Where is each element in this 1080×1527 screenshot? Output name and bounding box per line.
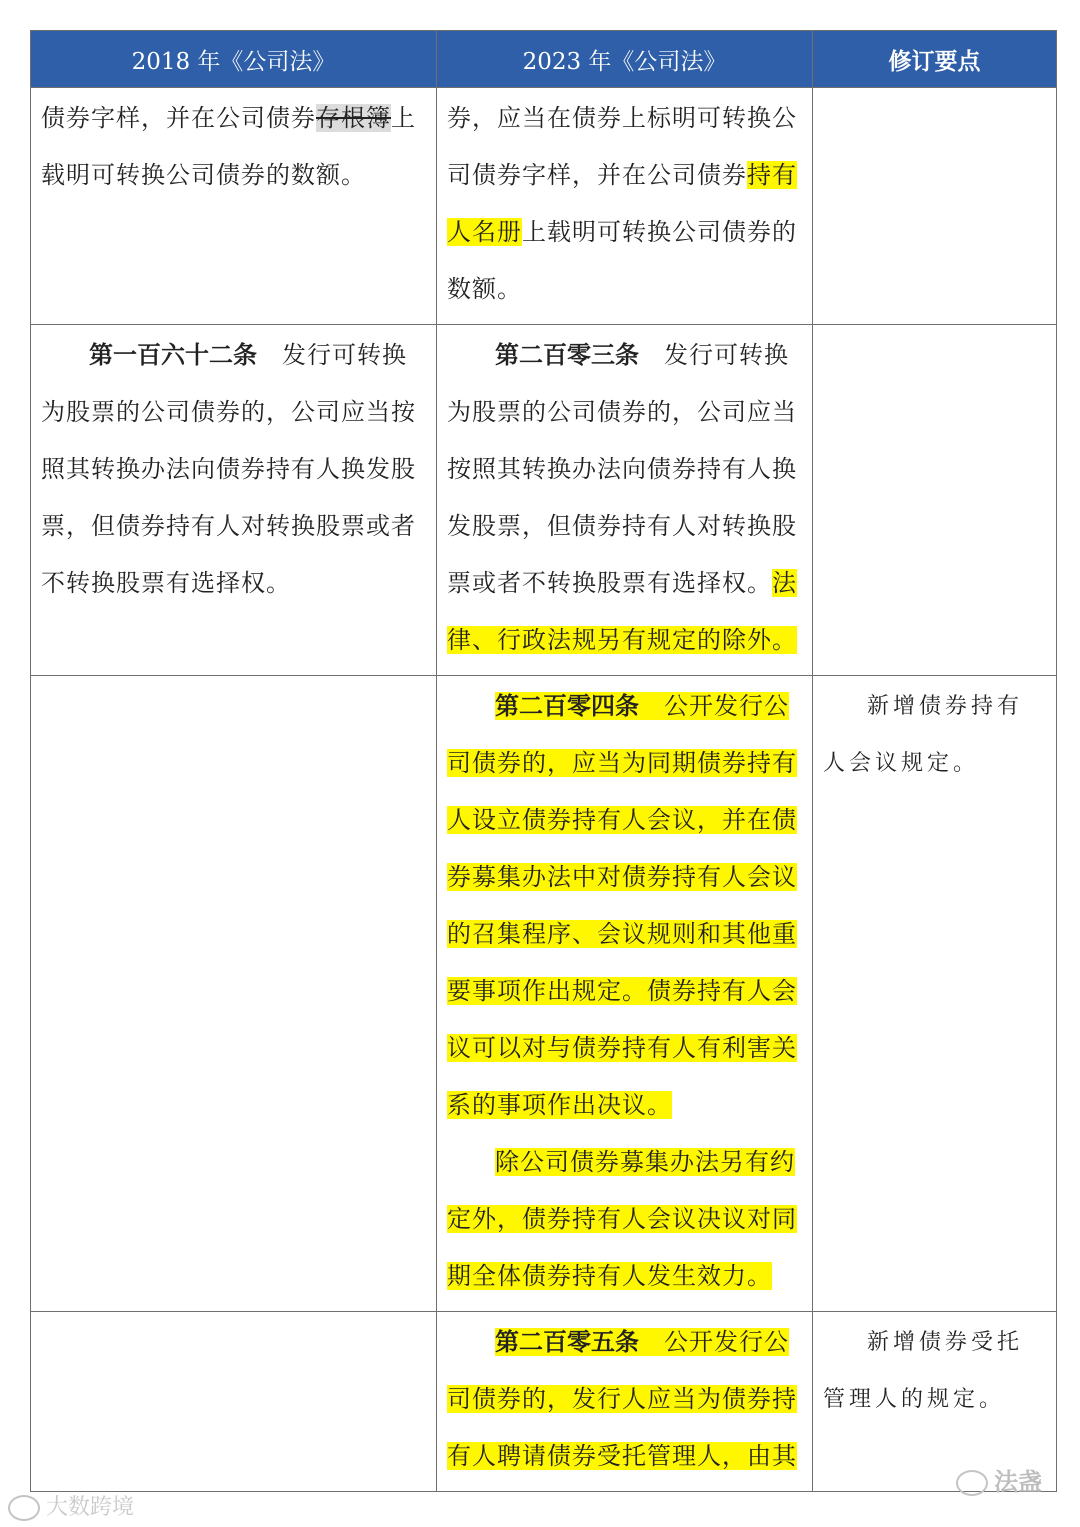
comparison-table — [30, 30, 1057, 1492]
revision-note: 新增债券持有人会议规定。 — [823, 694, 1024, 776]
header-2023-law: 2023 年《公司法》 — [437, 31, 813, 88]
article-number: 第二百零四条 — [495, 692, 639, 720]
watermark-right: 法盏 — [956, 1462, 1042, 1497]
added-text: 持有人名册 — [447, 161, 797, 246]
old-text: 发行可转换为股票的公司债券的，公司应当按照其转换办法向债券持有人换发股票，但债券持有人对转换股票或者不转换股票有选择权。 — [41, 341, 416, 597]
new-law-cell — [437, 1312, 813, 1492]
table-row — [31, 676, 1057, 1312]
table-row — [31, 88, 1057, 325]
article-number: 第一百六十二条 — [89, 341, 257, 369]
revision-note: 新增债券受托管理人的规定。 — [823, 1330, 1024, 1412]
new-text: 券，应当在债券上标明可转换公司债券字样，并在公司债券 — [447, 104, 797, 189]
table-row — [31, 1312, 1057, 1492]
watermark-left: 大数跨境 — [8, 1490, 134, 1521]
old-text: 上载明可转换公司债券的数额。 — [41, 104, 416, 189]
old-law-cell — [31, 325, 437, 676]
old-law-cell — [31, 1312, 437, 1492]
old-law-cell — [31, 676, 437, 1312]
header-2018-law: 2018 年《公司法》 — [31, 31, 437, 88]
old-text: 债券字样，并在公司债券 — [41, 104, 316, 132]
added-text: 公开发行公司债券的，发行人应当为债券持有人聘请债券受托管理人，由其 — [447, 1328, 797, 1470]
old-law-cell — [31, 88, 437, 325]
new-law-cell — [437, 676, 813, 1312]
wechat-icon — [956, 1470, 988, 1496]
new-text: 上载明可转换公司债券的数额。 — [447, 218, 797, 303]
note-cell — [813, 88, 1057, 325]
new-law-cell — [437, 88, 813, 325]
article-number: 第二百零五条 — [495, 1328, 639, 1356]
table-row — [31, 325, 1057, 676]
note-cell — [813, 676, 1057, 1312]
header-revision-points: 修订要点 — [813, 31, 1057, 88]
header-row — [31, 31, 1057, 88]
new-text: 发行可转换为股票的公司债券的，公司应当按照其转换办法向债券持有人换发股票，但债券持有人对转换股票或者不转换股票有选择权。 — [447, 341, 797, 597]
article-number: 第二百零三条 — [495, 341, 639, 369]
new-law-cell — [437, 325, 813, 676]
added-text: 除公司债券募集办法另有约定外，债券持有人会议决议对同期全体债券持有人发生效力。 — [447, 1148, 797, 1290]
logo-icon — [8, 1495, 40, 1521]
added-text: 法律、行政法规另有规定的除外。 — [447, 569, 797, 654]
added-text: 公开发行公司债券的，应当为同期债券持有人设立债券持有人会议，并在债券募集办法中对债券持有人会议的召集程序、会议规则和其他重要事项作出规定。债券持有人会议可以对与债券持有人有利害关系的事项作出决议。 — [447, 692, 797, 1119]
note-cell — [813, 325, 1057, 676]
deleted-text: 存根簿 — [316, 104, 391, 132]
